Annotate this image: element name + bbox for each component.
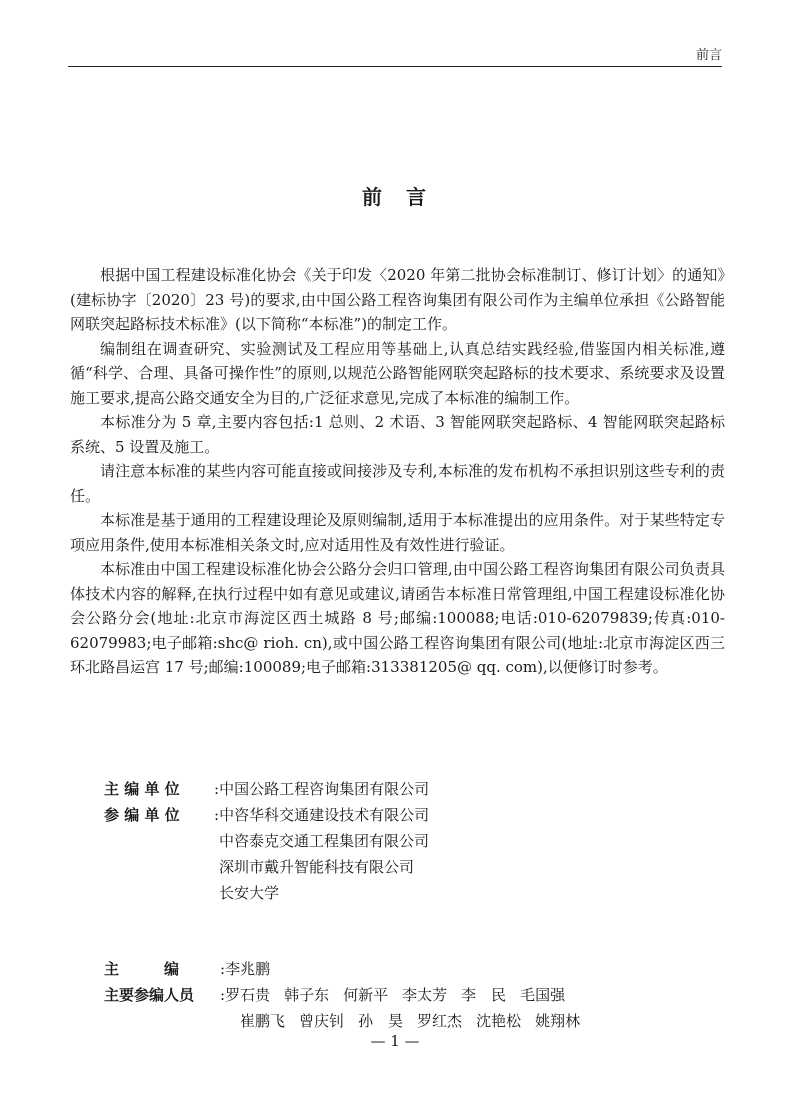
- editor-name: 毛国强: [520, 986, 566, 1004]
- editor-name: 曾庆钊: [299, 1012, 345, 1030]
- participating-unit: 长安大学: [219, 884, 280, 902]
- header-rule: [68, 66, 722, 67]
- main-editors-label: 主要参编人员: [104, 986, 195, 1004]
- chief-editor-row: 主 编 : 李兆鹏: [104, 956, 580, 982]
- page-number: — 1 —: [370, 1032, 420, 1050]
- chief-unit: 中国公路工程咨询集团有限公司: [219, 780, 430, 798]
- page-title: 前 言: [362, 185, 428, 209]
- editor-name: 李太芳: [402, 986, 448, 1004]
- body-text: [70, 263, 725, 680]
- editor-name: 韩子东: [284, 986, 330, 1004]
- paragraph: 本标准分为 5 章,主要内容包括:1 总则、2 术语、3 智能网联突起路标、4 智能网联突起路标系统、5 设置及施工。: [70, 413, 725, 456]
- participating-unit: 中咨华科交通建设技术有限公司: [219, 806, 430, 824]
- chief-editor: 李兆鹏: [225, 960, 271, 978]
- editor-name: 沈艳松: [476, 1012, 522, 1030]
- editor-name: 姚翔林: [535, 1012, 581, 1030]
- editor-name: 李 民: [461, 986, 507, 1004]
- editor-name: 罗红杰: [417, 1012, 463, 1030]
- main-editors-row: 主要参编人员 : 罗石贵 韩子东 何新平 李太芳 李 民 毛国强: [104, 982, 580, 1008]
- credits-units: [104, 776, 429, 906]
- paragraph: 本标准由中国工程建设标准化协会公路分会归口管理,由中国公路工程咨询集团有限公司负责具体技术内容的解释,在执行过程中如有意见或建议,请函告本标准日常管理组,中国工程建设标准化协会公路分会(地址:北京市海淀区西土城路 8 号;邮编:100088;电话:010-62079839;传真:010-62079983;电子邮箱:shc@ rioh. cn),或中国公路工程咨询集团有限公司(地址:北京市海淀区西三环北路昌运宫 17 号;邮编:100089;电子邮箱:313381205@ qq. com),以便修订时参考。: [70, 560, 725, 676]
- editor-name: 罗石贵: [225, 986, 271, 1004]
- chief-unit-row: 主 编 单 位 : 中国公路工程咨询集团有限公司: [104, 776, 429, 802]
- participating-label: 参 编 单 位: [104, 806, 180, 824]
- chief-unit-label: 主 编 单 位: [104, 780, 180, 798]
- editor-name: 崔鹏飞: [240, 1012, 286, 1030]
- participating-unit: 深圳市戴升智能科技有限公司: [219, 858, 415, 876]
- running-head: 前言: [695, 48, 722, 63]
- paragraph: 请注意本标准的某些内容可能直接或间接涉及专利,本标准的发布机构不承担识别这些专利的责任。: [70, 462, 725, 505]
- editor-name: 孙 昊: [358, 1012, 404, 1030]
- paragraph: 本标准是基于通用的工程建设理论及原则编制,适用于本标准提出的应用条件。对于某些特定专项应用条件,使用本标准相关条文时,应对适用性及有效性进行验证。: [70, 511, 725, 554]
- paragraph: 编制组在调查研究、实验测试及工程应用等基础上,认真总结实践经验,借鉴国内相关标准,遵循“科学、合理、具备可操作性”的原则,以规范公路智能网联突起路标的技术要求、系统要求及设置施工要求,提高公路交通安全为目的,广泛征求意见,完成了本标准的编制工作。: [70, 339, 725, 407]
- credits-editors: [104, 956, 580, 1034]
- editor-names: [225, 982, 565, 1008]
- participating-unit-row: 参 编 单 位 : 中咨华科交通建设技术有限公司: [104, 802, 429, 828]
- participating-unit: 中咨泰克交通工程集团有限公司: [219, 832, 430, 850]
- paragraph: 根据中国工程建设标准化协会《关于印发〈2020 年第二批协会标准制订、修订计划〉的通知》(建标协字〔2020〕23 号)的要求,由中国公路工程咨询集团有限公司作为主编单位承担《公路智能网联突起路标技术标准》(以下简称“本标准”)的制定工作。: [70, 266, 725, 333]
- editor-names-row2: [104, 1008, 580, 1034]
- chief-editor-label: 主 编: [104, 960, 180, 978]
- editor-name: 何新平: [343, 986, 389, 1004]
